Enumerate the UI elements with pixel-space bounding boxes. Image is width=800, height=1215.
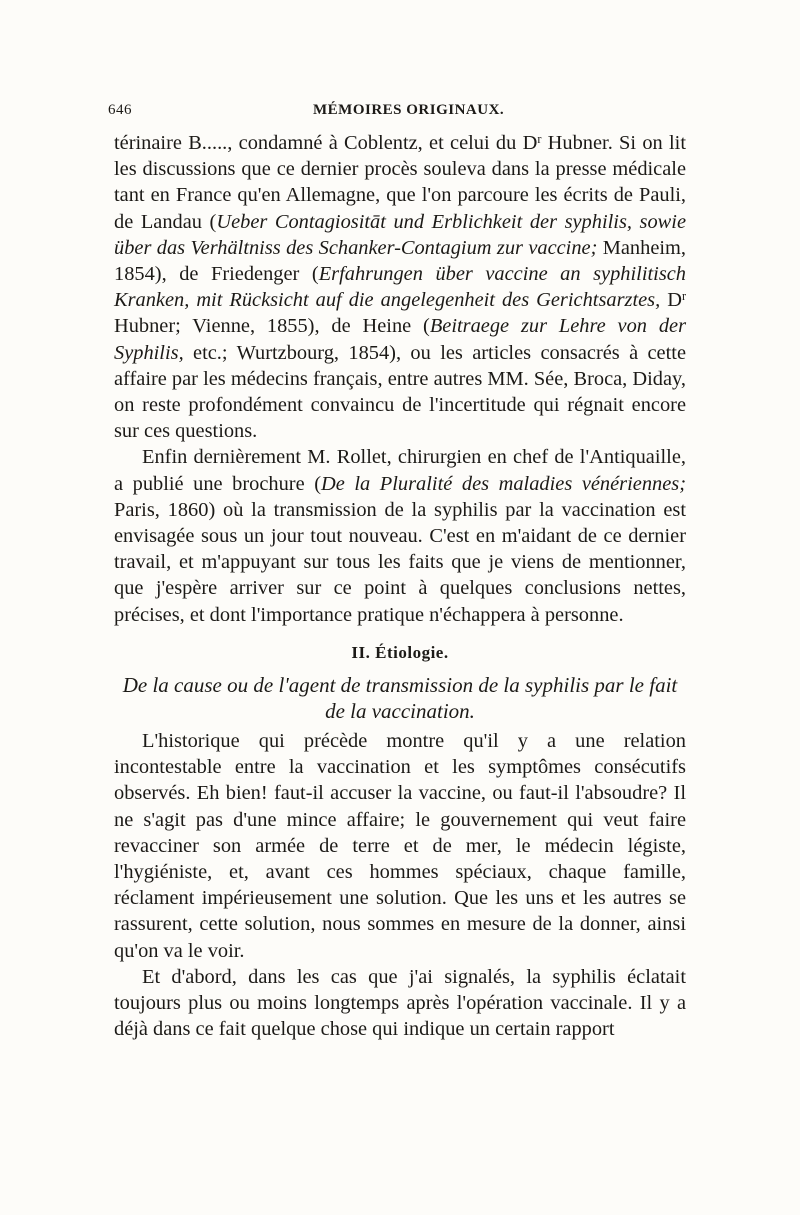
paragraph-dabord: Et d'abord, dans les cas que j'ai signalés, la syphilis éclatait toujours plus ou moins longtemps après l'opération vaccinale. Il y a déjà dans ce fait quelque chose qui indique un certain rapport	[114, 965, 686, 1041]
page-number: 646	[108, 102, 132, 118]
paragraph-continuation: térinaire B....., condamné à Coblentz, et celui du $D^r$ Hubner. Si on lit les discussions que ce dernier procès souleva dans la presse médicale tant en France qu'en Allemagne, que l'on parcoure les écrits de Pauli, de Landau (Ueber Contagiositāt und Erblichkeit der syphilis, sowie über das Verhältniss des Schanker-Contagium zur vaccine; Manheim, 1854), de Friedenger (Erfahrungen über vaccine an syphilitisch Kranken, mit Rücksicht auf die angelegenheit des Gerichtsarztes, $D^r$ Hubner; Vienne, 1855), de Heine (Beitraege zur Lehre von der Syphilis, etc.; Wurtzbourg, 1854), ou les articles consacrés à cette affaire par les médecins français, entre autres MM. Sée, Broca, Diday, on reste profondément convaincu de l'incertitude qui régnait encore sur ces questions.	[114, 132, 687, 443]
citation-friedenger: Erfahrungen über vaccine an syphilitisch Kranken, mit Rücksicht auf die angelegenheit des Gerichtsarztes,	[114, 263, 687, 312]
paragraph-rollet: Enfin dernièrement M. Rollet, chirurgien en chef de l'Antiquaille, a publié une brochure (De la Pluralité des maladies vénériennes; Paris, 1860) où la transmission de la syphilis par la vaccination est envisagée sous un jour tout nouveau. C'est en m'aidant de ce dernier travail, et m'appuyant sur tous les faits que je viens de mentionner, que j'espère arriver sur ce point à quelques conclusions nettes, précises, et dont l'importance pratique n'échappera à personne.	[114, 446, 686, 626]
paragraph-historique: L'historique qui précède montre qu'il y a une relation incontestable entre la vaccination et les symptômes consécutifs observés. Eh bien! faut-il accuser la vaccine, ou faut-il l'absoudre? Il ne s'agit pas d'une mince affaire; le gouvernement qui veut faire revacciner son armée de terre et de mer, le médecin légiste, l'hygiéniste, et, avant ces hommes spéciaux, chaque famille, réclament impérieusement une solution. Que les uns et les autres se rassurent, cette solution, nous sommes en mesure de la donner, ainsi qu'on va le voir.	[114, 730, 686, 962]
page-header	[108, 102, 686, 126]
citation-landau: Ueber Contagiositāt und Erblichkeit der syphilis, sowie über das Verhältniss des Schanker-Contagium zur vaccine;	[114, 210, 687, 259]
citation-rollet: De la Pluralité des maladies vénériennes;	[321, 472, 686, 495]
citation-heine: Beitraege zur Lehre von der Syphilis,	[114, 315, 686, 364]
section-subheading: De la cause ou de l'agent de transmission de la syphilis par le fait de la vaccination.	[122, 673, 678, 724]
section-heading: II. Étiologie.	[351, 642, 449, 662]
running-title: MÉMOIRES ORIGINAUX.	[313, 102, 505, 118]
body-text	[114, 130, 686, 1043]
